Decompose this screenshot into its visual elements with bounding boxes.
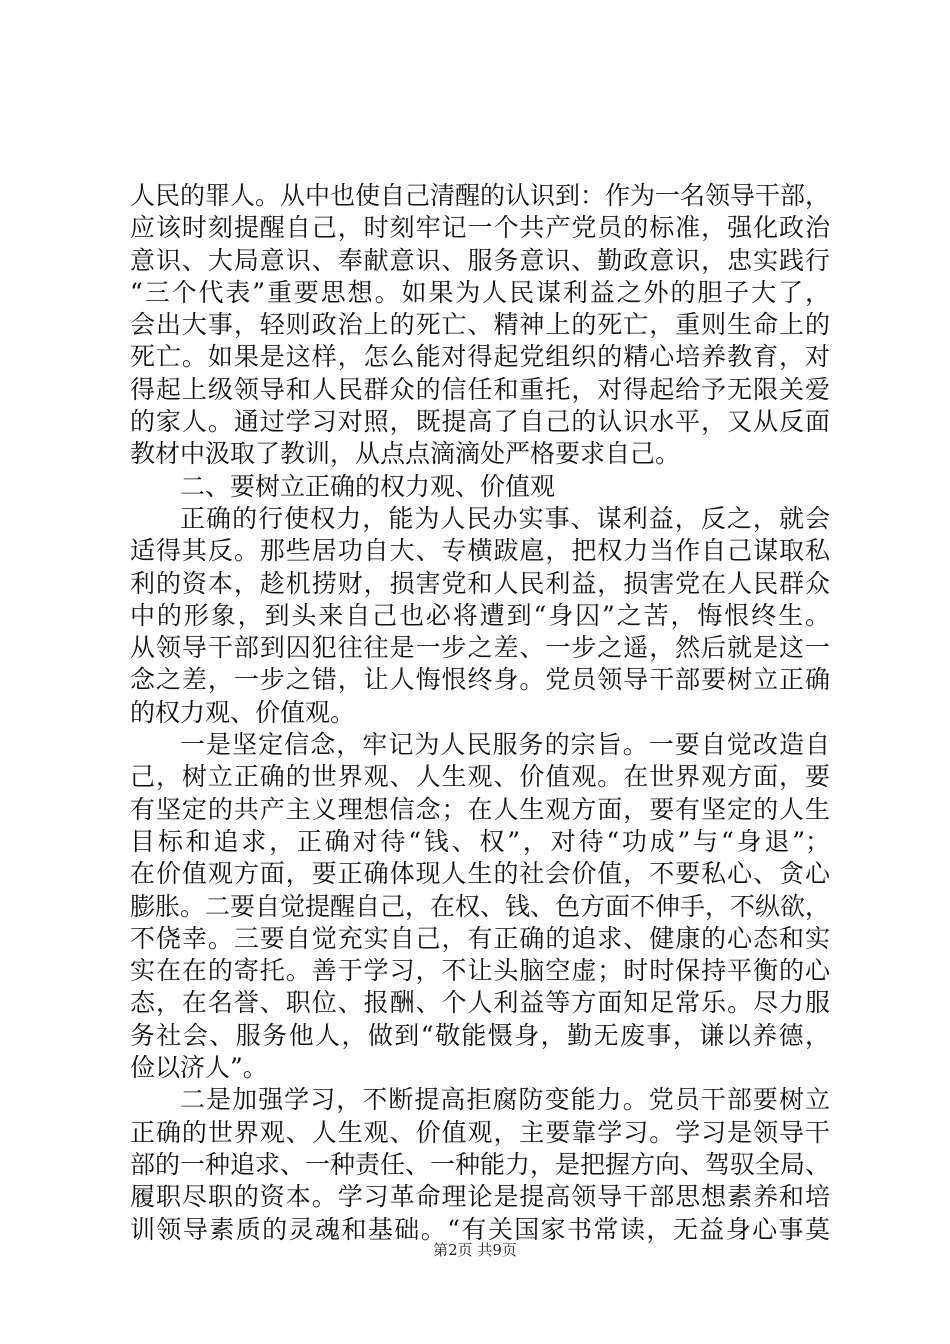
text-line: 意识、大局意识、奉献意识、服务意识、勤政意识，忠实践行	[130, 245, 830, 275]
text-line: 教材中汲取了教训，从点点滴滴处严格要求自己。	[130, 439, 681, 469]
text-line: 训领导素质的灵魂和基础。“有关国家书常读，无益身心事莫	[130, 1214, 830, 1244]
text-line: 人民的罪人。从中也使自己清醒的认识到：作为一名领导干部，	[130, 181, 830, 210]
text-line: 二是加强学习，不断提高拒腐防变能力。党员干部要树立	[180, 1085, 830, 1115]
text-line: 目标和追求，正确对待“钱、权”，对待“功成”与“身退”；	[130, 826, 830, 856]
text-line: 死亡。如果是这样，怎么能对得起党组织的精心培养教育，对	[130, 342, 830, 372]
text-line: 正确的世界观、人生观、价值观，主要靠学习。学习是领导干	[130, 1117, 830, 1147]
text-line: 有坚定的共产主义理想信念；在人生观方面，要有坚定的人生	[130, 794, 830, 824]
text-line: 己，树立正确的世界观、人生观、价值观。在世界观方面，要	[130, 762, 830, 792]
text-line: 的家人。通过学习对照，既提高了自己的认识水平，又从反面	[130, 407, 830, 437]
text-line: 务社会、服务他人，做到“敬能慑身，勤无废事，谦以养德，	[130, 1020, 830, 1050]
text-line: 念之差，一步之错，让人悔恨终身。党员领导干部要树立正确	[130, 665, 830, 695]
text-line: 不侥幸。三要自觉充实自己，有正确的追求、健康的心态和实	[130, 923, 830, 953]
text-line: 利的资本，趁机捞财，损害党和人民利益，损害党在人民群众	[130, 568, 830, 598]
text-line: 正确的行使权力，能为人民办实事、谋利益，反之，就会	[180, 503, 830, 533]
text-line: 从领导干部到囚犯往往是一步之差、一步之遥，然后就是这一	[130, 633, 830, 663]
text-line: 俭以济人”。	[130, 1053, 268, 1083]
body-text	[130, 180, 830, 1246]
text-line: 的权力观、价值观。	[130, 697, 356, 727]
text-line: 部的一种追求、一种责任、一种能力，是把握方向、驾驭全局、	[130, 1149, 830, 1179]
text-line: 二、要树立正确的权力观、价值观	[180, 471, 556, 501]
text-line: 一是坚定信念，牢记为人民服务的宗旨。一要自觉改造自	[180, 730, 830, 760]
text-line: “三个代表”重要思想。如果为人民谋利益之外的胆子大了，	[130, 277, 830, 307]
text-line: 膨胀。二要自觉提醒自己，在权、钱、色方面不伸手，不纵欲，	[130, 891, 830, 921]
text-line: 履职尽职的资本。学习革命理论是提高领导干部思想素养和培	[130, 1182, 830, 1212]
text-line: 得起上级领导和人民群众的信任和重托，对得起给予无限关爱	[130, 374, 830, 404]
text-line: 应该时刻提醒自己，时刻牢记一个共产党员的标准，强化政治	[130, 213, 830, 243]
text-line: 会出大事，轻则政治上的死亡、精神上的死亡，重则生命上的	[130, 310, 830, 340]
text-line: 中的形象，到头来自己也必将遭到“身囚”之苦，悔恨终生。	[130, 600, 830, 630]
text-line: 在价值观方面，要正确体现人生的社会价值，不要私心、贪心	[130, 859, 830, 889]
text-line: 适得其反。那些居功自大、专横跋扈，把权力当作自己谋取私	[130, 536, 830, 566]
text-line: 态，在名誉、职位、报酬、个人利益等方面知足常乐。尽力服	[130, 988, 830, 1018]
page-footer: 第2页 共9页	[433, 1241, 517, 1259]
text-line: 实在在的寄托。善于学习，不让头脑空虚；时时保持平衡的心	[130, 956, 830, 986]
